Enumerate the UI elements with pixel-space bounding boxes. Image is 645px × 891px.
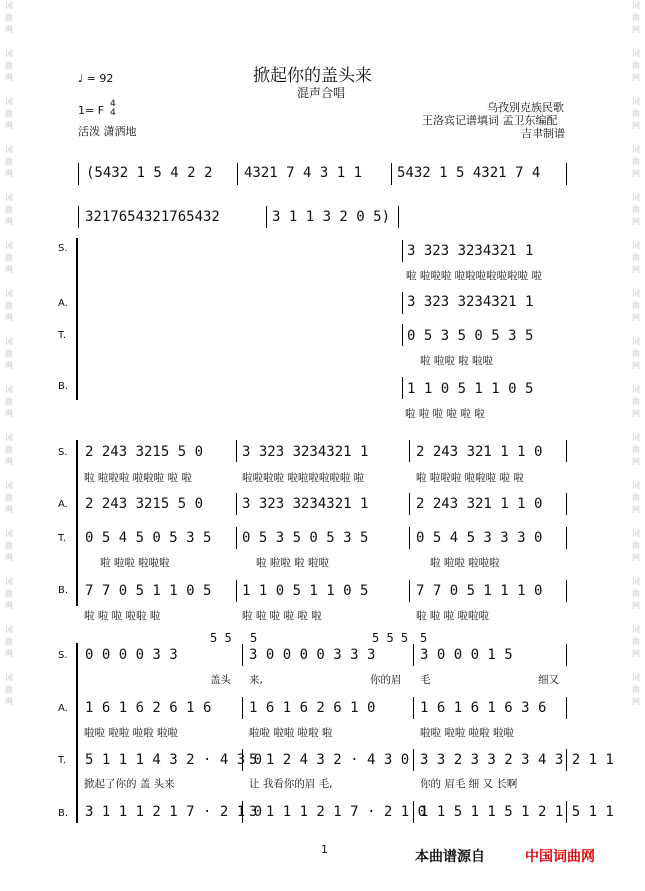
s4-soprano-upper-3: 5 5 5 (372, 631, 409, 645)
barline (409, 527, 410, 549)
s3-soprano-lyric-1: 啦 啦啦啦 啦啦啦 啦 啦 (84, 472, 192, 484)
s3-soprano-lyric-2: 啦啦啦啦 啦啦啦啦啦啦 啦 (242, 472, 365, 484)
s2-tenor-notes: 0 5 3 5 0 5 3 5 (407, 328, 534, 344)
side-watermark-left: 词曲网 词曲网 词曲网 词曲网 词曲网 词曲网 词曲网 词曲网 词曲网 词曲网 词曲网 词曲网 词曲网 词曲网 词曲网 (5, 1, 13, 706)
barline (242, 644, 243, 666)
barline (391, 163, 392, 185)
s3-bass-lyric-2: 啦 啦 啦 啦 啦 啦 (242, 610, 322, 622)
s2-bass-notes: 1 1 0 5 1 1 0 5 (407, 381, 534, 397)
barline (566, 527, 567, 549)
intro-measure-1: (5432 1 5 4 2 2 (86, 165, 213, 181)
voice-label-alto: A. (58, 499, 68, 510)
side-watermark-right: 词曲网 词曲网 词曲网 词曲网 词曲网 词曲网 词曲网 词曲网 词曲网 词曲网 词曲网 词曲网 词曲网 词曲网 词曲网 (632, 1, 640, 706)
song-title: 掀起你的盖头来 (253, 66, 372, 86)
s3-alto-m1: 2 243 3215 5 0 (85, 496, 204, 512)
barline (413, 644, 414, 666)
footer-site-name: 中国词曲网 (525, 849, 595, 865)
s4-tenor-m1: 5 1 1 1 4 3 2 · 4 3 0 (85, 752, 263, 768)
s3-tenor-lyric-3: 啦 啦啦 啦啦啦 (430, 557, 500, 569)
s3-soprano-m2: 3 323 3234321 1 (242, 444, 369, 460)
s3-soprano-m3: 2 243 321 1 1 0 (416, 444, 543, 460)
s4-tenor-lyric-3: 你的 眉毛 细 又 长啊 (420, 778, 518, 790)
voice-label-tenor: T. (58, 533, 67, 544)
voice-label-bass: B. (58, 808, 69, 819)
system-brace (76, 440, 78, 606)
barline (236, 493, 237, 515)
barline (566, 163, 567, 185)
barline (409, 440, 410, 462)
barline (566, 697, 567, 719)
s4-bass-m1: 3 1 1 1 2 1 7 · 2 1 0 (85, 804, 263, 820)
barline (402, 240, 403, 262)
barline (236, 527, 237, 549)
s2-tenor-lyric: 啦 啦啦 啦 啦啦 (420, 355, 494, 367)
song-subtitle: 混声合唱 (297, 86, 346, 100)
s2-soprano-lyric: 啦 啦啦啦 啦啦啦啦啦啦啦 啦 (406, 270, 543, 282)
s4-soprano-upper-2: 5 (250, 631, 258, 645)
s3-soprano-lyric-3: 啦 啦啦啦 啦啦啦 啦 啦 (416, 472, 524, 484)
s4-tenor-m2: 5 1 2 4 3 2 · 4 3 0 (249, 752, 410, 768)
s4-alto-m1: 1 6 1 6 2 6 1 6 (85, 700, 212, 716)
s3-tenor-m2: 0 5 3 5 0 5 3 5 (242, 530, 369, 546)
s3-tenor-m3: 0 5 4 5 3 3 3 0 (416, 530, 543, 546)
key-signature: 1= F (78, 104, 105, 117)
s4-tenor-m3: 3 3 2 3 3 2 3 4 3 2 1 1 (420, 752, 614, 768)
s3-soprano-m1: 2 243 3215 5 0 (85, 444, 204, 460)
voice-label-alto: A. (58, 703, 68, 714)
s2-bass-lyric: 啦 啦 啦 啦 啦 啦 (405, 408, 485, 420)
s2-soprano-notes: 3 323 3234321 1 (407, 243, 534, 259)
voice-label-alto: A. (58, 298, 68, 309)
s4-alto-lyric-3: 啦啦 啦啦 啦啦 啦啦 (420, 727, 515, 739)
system-brace (76, 643, 78, 823)
barline (566, 580, 567, 602)
s4-tenor-lyric-2: 让 我看你的眉 毛, (249, 778, 333, 790)
s3-tenor-m1: 0 5 4 5 0 5 3 5 (85, 530, 212, 546)
s4-soprano-m2: 3 0 0 0 0 3 3 3 (249, 647, 376, 663)
barline (236, 580, 237, 602)
s4-soprano-m3: 3 0 0 0 1 5 (420, 647, 513, 663)
s3-alto-m2: 3 323 3234321 1 (242, 496, 369, 512)
s3-alto-m3: 2 243 321 1 1 0 (416, 496, 543, 512)
s4-alto-m2: 1 6 1 6 2 6 1 0 (249, 700, 376, 716)
expression-marking: 活泼 潇洒地 (78, 125, 137, 138)
time-signature: 4 4 (110, 99, 116, 118)
system-brace (76, 238, 78, 400)
barline (402, 324, 403, 346)
s3-bass-m2: 1 1 0 5 1 1 0 5 (242, 583, 369, 599)
s4-soprano-lyric-1: 盖头 (210, 674, 231, 686)
barline (398, 206, 399, 228)
s4-alto-m3: 1 6 1 6 1 6 3 6 (420, 700, 547, 716)
s3-tenor-lyric-1: 啦 啦啦 啦啦啦 (100, 557, 170, 569)
barline (242, 697, 243, 719)
s3-bass-m1: 7 7 0 5 1 1 0 5 (85, 583, 212, 599)
s4-tenor-lyric-1: 掀起了你的 盖 头来 (84, 778, 175, 790)
s3-bass-m3: 7 7 0 5 1 1 1 0 (416, 583, 543, 599)
barline (409, 493, 410, 515)
intro-measure-4: 3217654321765432 (85, 209, 220, 225)
footer-source-text: 本曲谱源自 (415, 849, 485, 865)
s4-bass-m3: 1 1 5 1 1 5 1 2 1 5 1 1 (420, 804, 614, 820)
page-number: 1 (321, 843, 328, 856)
credit-arranger: 王洛宾记谱填词 孟卫东编配 (422, 114, 558, 127)
barline (236, 440, 237, 462)
s2-alto-notes: 3 323 3234321 1 (407, 294, 534, 310)
barline (566, 440, 567, 462)
credit-transcriber: 吉聿制谱 (521, 127, 565, 140)
barline (266, 206, 267, 228)
tempo-marking: ♩ = 92 (78, 72, 114, 85)
credit-origin: 乌孜别克族民歌 (487, 101, 564, 114)
voice-label-soprano: S. (58, 650, 68, 661)
s3-bass-lyric-3: 啦 啦 啦 啦啦啦 (416, 610, 490, 622)
voice-label-tenor: T. (58, 330, 67, 341)
voice-label-bass: B. (58, 585, 69, 596)
s3-bass-lyric-1: 啦 啦 啦 啦啦 啦 (84, 610, 161, 622)
s4-soprano-m1: 0 0 0 0 3 3 (85, 647, 178, 663)
s4-bass-m2: 3 1 1 1 2 1 7 · 2 1 0 (249, 804, 427, 820)
s4-soprano-upper-1: 5 5 (210, 631, 232, 645)
barline (413, 697, 414, 719)
barline (413, 749, 414, 771)
s4-alto-lyric-2: 啦啦 啦啦 啦啦 啦 (249, 727, 333, 739)
barline (402, 292, 403, 314)
barline (78, 163, 79, 185)
intro-measure-5: 3 1 1 3 2 0 5) (272, 209, 391, 225)
s3-tenor-lyric-2: 啦 啦啦 啦 啦啦 (256, 557, 330, 569)
voice-label-soprano: S. (58, 243, 68, 254)
s4-soprano-upper-4: 5 (420, 631, 428, 645)
barline (566, 644, 567, 666)
intro-measure-3: 5432 1 5 4321 7 4 (397, 165, 541, 181)
barline (402, 377, 403, 399)
barline (566, 493, 567, 515)
voice-label-soprano: S. (58, 447, 68, 458)
barline (409, 580, 410, 602)
s4-soprano-lyric-4: 毛 (420, 674, 431, 686)
voice-label-bass: B. (58, 381, 69, 392)
voice-label-tenor: T. (58, 755, 67, 766)
s4-soprano-lyric-5: 细又 (538, 674, 559, 686)
intro-measure-2: 4321 7 4 3 1 1 (244, 165, 363, 181)
s4-soprano-lyric-3: 你的眉 (370, 674, 402, 686)
barline (237, 163, 238, 185)
barline (78, 206, 79, 228)
s4-soprano-lyric-2: 来, (249, 674, 263, 686)
s4-alto-lyric-1: 啦啦 啦啦 啦啦 啦啦 (84, 727, 179, 739)
